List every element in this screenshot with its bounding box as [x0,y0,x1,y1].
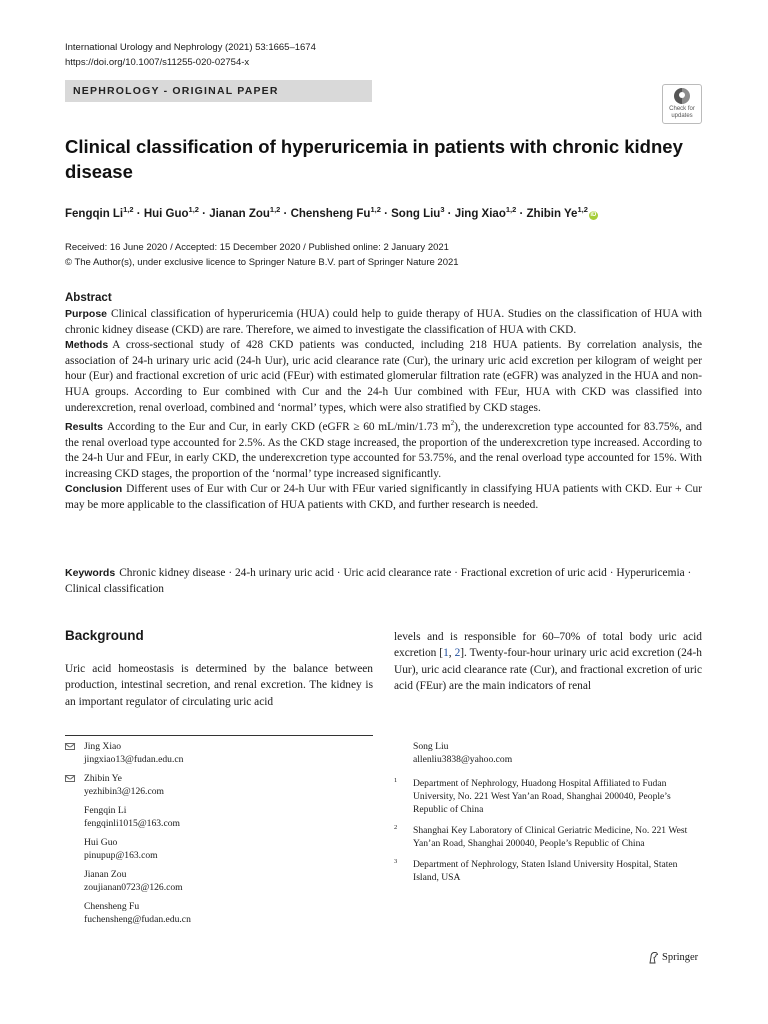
author[interactable]: Jing Xiao$^{1,2}$ [454,205,517,220]
author-list: Fengqin Li$^{1,2}$ · Hui Guo$^{1,2}$ · Jianan Zou$^{1,2}$ · Chensheng Fu$^{1,2}$ · Song Liu$^3$ · Jing Xiao$^{1,2}$ · Zhibin Ye$^{1,2}$iD [65,205,597,220]
affiliation-number: 2 [394,824,398,831]
contact-email[interactable]: zoujianan0723@126.com [84,882,183,893]
contact-email[interactable]: pinupup@163.com [84,850,158,861]
author[interactable]: Hui Guo$^{1,2}$ [143,205,199,220]
affiliation-number: 1 [394,777,398,784]
contact-name: Hui Guo [84,837,118,848]
affiliation [394,858,694,884]
abstract [65,290,702,514]
affiliation-text: Department of Nephrology, Staten Island University Hospital, Staten Island, USA [413,859,678,883]
abstract-results: Results According to the Eur and Cur, in early CKD (eGFR ≥ 60 mL/min/1.73 $m^2$), the underexcretion type accounted for 83.75%, and the renal overload type accounted for 2.5%. As the CKD stage increased, the proportion of the underexcretion type increased. According to the 24-h Uur and FEur, in early CKD, the underexcretion type accounted for 53.75%, and the renal overload type accounted for 15%. With increasing CKD stages, the proportion of the ‘normal’ type increased significantly. [65,419,702,480]
citation-link[interactable]: 1 [443,647,449,660]
contact-name: Fengqin Li [84,805,127,816]
citation-link[interactable]: 2 [454,647,461,660]
affiliation-text: Shanghai Key Laboratory of Clinical Geriatric Medicine, No. 221 West Yan’an Road, Shanghai 200040, People’s Republic of China [413,825,688,849]
abstract-purpose: Purpose Clinical classification of hyperuricemia (HUA) could help to guide therapy of HUA. Studies on the classification of HUA with chronic kidney disease (CKD) are rare. Therefore, we aimed to investigate the classification of HUA with CKD. [65,308,702,336]
abstract-methods: Methods A cross-sectional study of 428 CKD patients was conducted, including 218 HUA patients. By correlation analysis, the association of 24-h urinary uric acid (24-h Uur), uric acid clearance rate (Cur), the urinary uric acid excretion per kilogram of weight per hour (Eur) and fractional excretion of uric acid (FEur) with estimated glomerular filtration rate (eGFR) was analyzed in the HUA and non-HUA groups. According to Eur combined with Cur and the 24-h Uur combined with FEur, HUA with CKD was classified into underexcretion, renal overload, combined and ‘normal’ types, which were also stratified by CKD stages. [65,339,702,414]
contact-entry [65,772,375,798]
dates-line: Received: 16 June 2020 / Accepted: 15 December 2020 / Published online: 2 January 2021 [65,242,449,253]
contact-name: Song Liu [413,741,449,752]
envelope-icon [65,775,75,782]
keywords [65,566,702,597]
contact-entry [394,740,704,766]
background-text-left: Uric acid homeostasis is determined by the balance between production, intestinal secretion, and renal excretion. The kidney is an important regulator of circulating uric acid [65,663,373,708]
abstract-conclusion: Conclusion Different uses of Eur with Cur or 24-h Uur with FEur varied significantly in classifying HUA patients with CKD. Eur + Cur may be more applicable to the classification of HUA patients with CKD, and further research is needed. [65,483,702,511]
envelope-icon [65,743,75,750]
contact-name: Chensheng Fu [84,901,140,912]
contact-email[interactable]: fengqinli1015@163.com [84,818,180,829]
contact-entry [65,836,375,862]
author[interactable]: Zhibin Ye$^{1,2}$ [526,205,588,220]
crossmark-line1: Check for [669,106,695,112]
journal-header [65,40,316,70]
keywords-label: Keywords [65,567,116,579]
affiliation-number: 3 [394,858,398,865]
contact-name: Jianan Zou [84,869,127,880]
contact-email[interactable]: jingxiao13@fudan.edu.cn [84,754,184,765]
author[interactable]: Chensheng Fu$^{1,2}$ [290,205,381,220]
contacts-right [394,740,704,772]
crossmark-line2: updates [671,112,693,119]
contact-email[interactable]: yezhibin3@126.com [84,786,164,797]
journal-citation: International Urology and Nephrology (2021) 53:1665–1674 [65,42,316,53]
contact-entry [65,900,375,926]
author[interactable]: Fengqin Li$^{1,2}$ [65,205,134,220]
corresponding-contacts [65,740,375,932]
contact-entry [65,804,375,830]
publisher-logo [648,951,698,964]
orcid-icon[interactable]: iD [590,211,597,218]
author[interactable]: Jianan Zou$^{1,2}$ [209,205,281,220]
affiliation [394,777,694,816]
keywords-text: Chronic kidney disease · 24-h urinary uric acid · Uric acid clearance rate · Fractional excretion of uric acid · Hyperuricemia · Clinical classification [65,567,692,595]
footnote-divider [65,735,373,736]
contact-entry [65,868,375,894]
publication-dates [65,240,705,270]
springer-horse-icon [648,951,659,964]
contact-email[interactable]: fuchensheng@fudan.edu.cn [84,914,191,925]
author[interactable]: Song Liu$^3$ [391,205,445,220]
article-title: Clinical classification of hyperuricemia in patients with chronic kidney disease [65,136,683,182]
background-text-right: levels and is responsible for 60–70% of total body uric acid excretion [1, 2]. Twenty-four-hour urinary uric acid excretion (24-h Uur), uric acid clearance rate (Cur), and fractional excretion of uric acid (FEur) are the main indicators of renal [394,631,702,692]
crossmark-icon [674,88,690,104]
publisher-name: Springer [662,952,699,963]
check-for-updates-badge[interactable] [662,84,702,124]
contact-entry [65,740,375,766]
contact-email[interactable]: allenliu3838@yahoo.com [413,754,513,765]
section-label: NEPHROLOGY - ORIGINAL PAPER [65,80,372,102]
background-heading: Background [65,628,144,643]
affiliation [394,824,694,850]
contact-name: Zhibin Ye [84,773,122,784]
contact-name: Jing Xiao [84,741,122,752]
affiliations [394,777,694,892]
affiliation-text: Department of Nephrology, Huadong Hospital Affiliated to Fudan University, No. 221 West Yan’an Road, Shanghai 200040, People’s Republic of China [413,778,671,815]
abstract-heading: Abstract [65,292,112,304]
copyright-line: © The Author(s), under exclusive licence to Springer Nature B.V. part of Springer Nature 2021 [65,257,459,268]
doi-link[interactable]: https://doi.org/10.1007/s11255-020-02754-x [65,57,250,68]
